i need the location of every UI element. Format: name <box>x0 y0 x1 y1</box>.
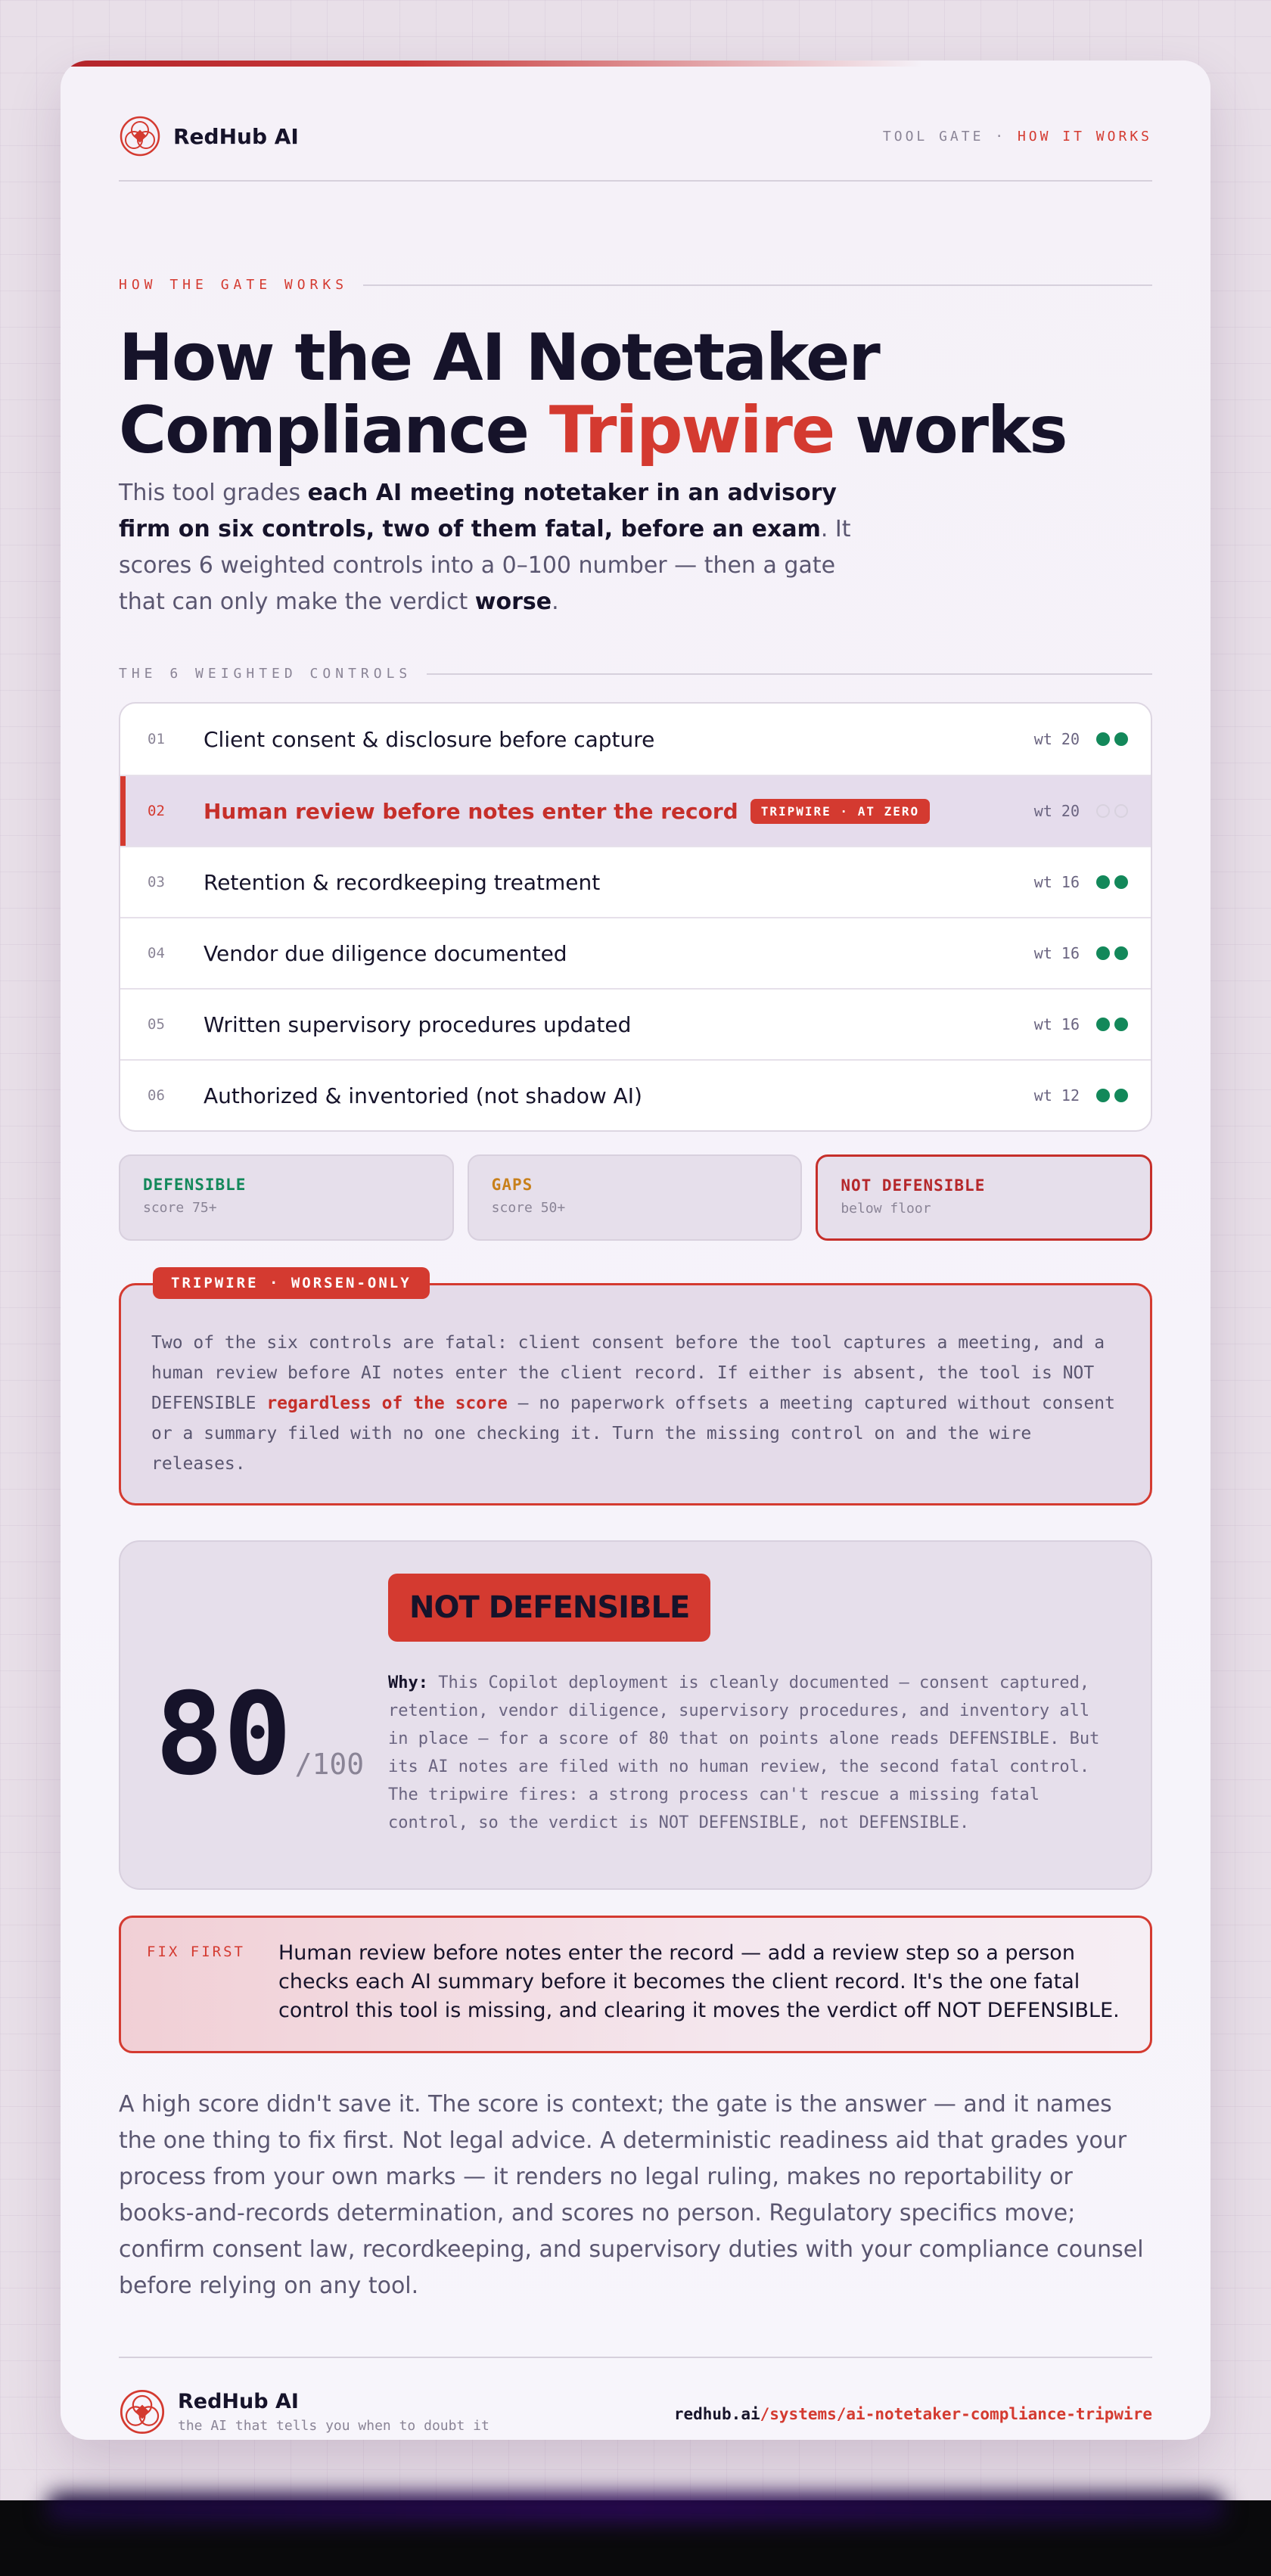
brand-name: RedHub AI <box>173 123 299 149</box>
verdict-gaps <box>468 1154 803 1241</box>
header <box>119 115 1152 182</box>
control-row[interactable] <box>120 917 1151 988</box>
control-number: 01 <box>148 731 165 747</box>
footer-brand-name: RedHub AI <box>178 2390 299 2413</box>
title-line-2-pre: Compliance <box>119 393 549 468</box>
control-row[interactable] <box>120 1059 1151 1130</box>
intro-b: each AI meeting notetaker in an advisory firm on six controls, two of them fatal, before an exam <box>119 480 837 542</box>
title-highlight: Tripwire <box>548 393 834 468</box>
nav-separator: · <box>984 128 1018 144</box>
control-weight: wt 12 <box>1033 1086 1080 1105</box>
status-dot-icon <box>1096 946 1110 960</box>
accent-topline <box>61 61 923 67</box>
status-dot-icon <box>1114 1018 1128 1031</box>
fix-first-text: Human review before notes enter the record — add a review step so a person checks each AI summary before it becomes the client record. It's the one fatal control this tool is missing, and clearing it moves the verdict off NOT DEFENSIBLE. <box>278 1941 1120 2022</box>
top-nav <box>883 129 1152 144</box>
control-label: Vendor due diligence documented <box>204 940 567 966</box>
status-dot-icon <box>1114 1089 1128 1102</box>
title-line-2-post: works <box>834 393 1067 468</box>
result-panel <box>119 1540 1152 1890</box>
tripwire-tag: TRIPWIRE · WORSEN-ONLY <box>153 1267 430 1299</box>
control-label: Client consent & disclosure before capture <box>204 726 655 752</box>
why-label: Why: <box>388 1673 428 1692</box>
control-number: 03 <box>148 874 165 890</box>
redhub-logo-icon <box>119 2388 166 2435</box>
status-dot-icon <box>1096 1089 1110 1102</box>
control-row[interactable] <box>120 846 1151 917</box>
verdict-title: GAPS <box>491 1176 533 1194</box>
control-label: Retention & recordkeeping treatment <box>204 869 601 895</box>
tripwire-text-c: — no paperwork offsets a meeting captured without consent or a summary filed with no one checking it. Turn the missing control on and the wire releases. <box>151 1394 1115 1474</box>
section-label-controls <box>119 666 1152 682</box>
footer <box>119 2357 1152 2434</box>
footer-url-link[interactable] <box>674 2405 1152 2423</box>
main-card <box>61 61 1210 2440</box>
status-dot-icon <box>1114 875 1128 889</box>
control-status <box>1096 804 1128 818</box>
control-row[interactable] <box>120 704 1151 775</box>
intro-c: . It scores 6 weighted controls into a 0–100 number — then a gate that can only make the verdict <box>119 516 851 615</box>
tripwire-panel <box>119 1275 1152 1506</box>
status-dot-empty-icon <box>1114 804 1128 818</box>
nav-how-it-works[interactable]: HOW IT WORKS <box>1017 128 1152 144</box>
closing-paragraph: A high score didn't save it. The score is context; the gate is the answer — and it names the one thing to fix first. Not legal advice. A deterministic readiness aid that grades your process from your own marks — it renders no legal ruling, makes no reportability or books-and-records determination, and scores no person. Regulatory specifics move; confirm consent law, recordkeeping, and supervisory duties with your compliance counsel before relying on any tool. <box>119 2091 1144 2299</box>
intro-paragraph <box>119 475 883 620</box>
url-path: /systems/ai-notetaker-compliance-tripwire <box>760 2405 1152 2423</box>
status-dot-icon <box>1096 732 1110 746</box>
control-label: Written supervisory procedures updated <box>204 1011 632 1037</box>
control-label-wrap <box>204 799 1034 824</box>
tripwire-highlight: regardless of the score <box>266 1394 508 1413</box>
control-label: Human review before notes enter the record <box>204 798 738 824</box>
control-number: 02 <box>148 803 165 819</box>
verdict-sub: score 75+ <box>143 1200 217 1216</box>
title-line-1: How the AI Notetaker <box>119 320 879 396</box>
footer-tagline: the AI that tells you when to doubt it <box>178 2418 489 2434</box>
fix-first-panel <box>119 1916 1152 2053</box>
control-row-tripwire[interactable] <box>120 775 1151 846</box>
tripwire-text-a: Two of the six controls are fatal: client consent before the tool captures a meeting, and a human review before AI notes enter the client record. If either is absent, the tool is NOT DEFENSIBLE <box>151 1333 1105 1413</box>
verdict-legend <box>119 1154 1152 1241</box>
why-body: This Copilot deployment is cleanly documented — consent captured, retention, vendor diligence, supervisory procedures, and inventory all in place — for a score of 80 that on points alone reads DEFENSIBLE. But its AI notes are filed with no human review, the second fatal control. The tripwire fires: a strong process can't rescue a missing fatal control, so the verdict is NOT DEFENSIBLE, not DEFENSIBLE. <box>388 1673 1100 1832</box>
fix-first-label: FIX FIRST <box>147 1944 245 1960</box>
control-weight: wt 16 <box>1033 873 1080 891</box>
verdict-defensible <box>119 1154 454 1241</box>
control-status <box>1096 875 1128 889</box>
verdict-pill: NOT DEFENSIBLE <box>388 1574 710 1642</box>
controls-list <box>119 702 1152 1132</box>
bottom-band <box>0 2500 1271 2576</box>
status-dot-icon <box>1114 946 1128 960</box>
tripwire-text <box>151 1328 1120 1479</box>
verdict-sub: score 50+ <box>491 1200 566 1216</box>
intro-a: This tool grades <box>119 480 308 506</box>
control-weight: wt 20 <box>1033 730 1080 748</box>
control-number: 06 <box>148 1087 165 1104</box>
score-display <box>155 1669 365 1801</box>
why-text <box>388 1669 1114 1837</box>
control-weight: wt 16 <box>1033 1015 1080 1033</box>
control-number: 05 <box>148 1016 165 1033</box>
section-label-text: THE 6 WEIGHTED CONTROLS <box>119 666 412 682</box>
divider <box>427 673 1152 675</box>
verdict-title: NOT DEFENSIBLE <box>841 1176 986 1195</box>
control-status <box>1096 732 1128 746</box>
redhub-logo-icon <box>119 115 161 157</box>
control-weight: wt 20 <box>1033 802 1080 820</box>
control-status <box>1096 1089 1128 1102</box>
control-status <box>1096 1018 1128 1031</box>
status-dot-icon <box>1096 875 1110 889</box>
divider <box>363 284 1152 286</box>
status-dot-icon <box>1096 1018 1110 1031</box>
score-value: 80 <box>155 1669 292 1801</box>
intro-d: worse <box>474 589 552 615</box>
verdict-title: DEFENSIBLE <box>143 1176 247 1194</box>
url-host: redhub.ai <box>673 2405 760 2423</box>
score-denominator: /100 <box>294 1748 365 1781</box>
control-number: 04 <box>148 945 165 962</box>
nav-tool-gate[interactable]: TOOL GATE <box>882 128 984 144</box>
brand[interactable] <box>119 115 299 157</box>
verdict-sub: below floor <box>841 1201 931 1217</box>
tripwire-badge: TRIPWIRE · AT ZERO <box>750 799 930 824</box>
control-weight: wt 16 <box>1033 944 1080 962</box>
status-dot-empty-icon <box>1096 804 1110 818</box>
status-dot-icon <box>1114 732 1128 746</box>
control-label: Authorized & inventoried (not shadow AI) <box>204 1083 642 1108</box>
page-title <box>119 322 1152 467</box>
intro-e: . <box>552 589 559 615</box>
verdict-not-defensible <box>816 1154 1152 1241</box>
footer-brand[interactable] <box>119 2388 489 2435</box>
control-status <box>1096 946 1128 960</box>
control-row[interactable] <box>120 988 1151 1059</box>
section-label-text: HOW THE GATE WORKS <box>119 277 349 293</box>
section-label-how <box>119 277 1152 293</box>
